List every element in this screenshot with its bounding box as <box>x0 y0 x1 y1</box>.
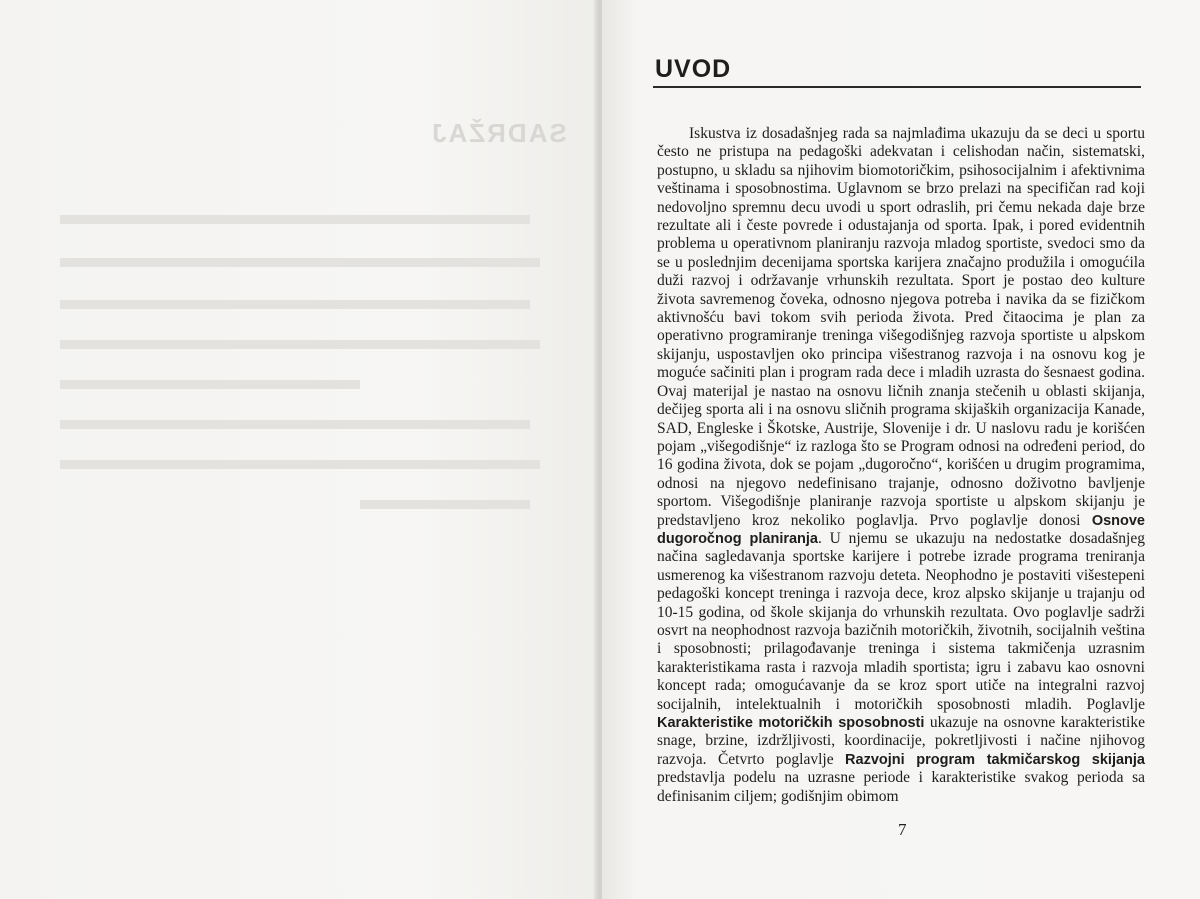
title-underline <box>653 86 1141 88</box>
show-through-line <box>60 215 530 224</box>
show-through-line <box>60 380 360 389</box>
show-through-line <box>60 460 540 469</box>
show-through-line <box>60 258 540 267</box>
chapter-title: UVOD <box>655 55 732 83</box>
body-paragraph <box>657 125 1145 806</box>
text-run: Iskustva iz dosadašnjeg rada sa najmlađima ukazuju da se deci u sportu često ne pristupa na pedagoški adekvatan i celishodan način, sistematski, postupno, u skladu sa njihovim biomotoričkim, psihosocijalnim i afektivnima veštinama i sposobnostima. Uglavnom se brzo prelazi na specifičan rad koji nedovoljno spremnu decu uvodi u sport odraslih, pri čemu nekada daje brze rezultate ali i česte povrede i odustajanja od sporta. Ipak, i pored evidentnih problema u operativnom planiranju razvoja mladog sportiste, svedoci smo da se u poslednjim decenijama sportska karijera značajno produžila i omogućila duži razvoj i održavanje vrhunskih rezultata. Sport je postao deo kulture života savremenog čoveka, odnosno njegova potreba i navika da se fizičkom aktivnošću bavi tokom svih perioda života. Pred čitaocima je plan za operativno programiranje treninga višegodišnjeg razvoja sportiste u alpskom skijanju, uspostavljen oko principa višestranog razvoja i na osnovu kog je moguće sačiniti plan i program rada dece i mladih uzrasta do šesnaest godina. Ovaj materijal je nastao na osnovu ličnih znanja stečenih u oblasti skijanja, dečijeg sporta ali i na osnovu sličnih programa skijaških organizacija Kanade, SAD, Engleske i Škotske, Austrije, Slovenije i dr. U naslovu radu je korišćen pojam „višegodišnje“ iz razloga što se Program odnosi na određeni period, do 16 godina života, dok se pojam „dugoročno“, korišćen u drugim programima, odnosi na njegovo nedefinisano trajanje, odnosno doživotno bavljenje sportom. Višegodišnje planiranje razvoja sportiste u alpskom skijanju je predstavljeno kroz nekoliko poglavlja. Prvo poglavlje donosi <box>657 125 1145 529</box>
text-run: . U njemu se ukazuju na nedostatke dosadašnjeg načina sagledavanja sportske karijere i potrebe izrade programa treniranja usmerenog ka višestranom razvoju deteta. Neophodno je postaviti višestepeni pedagoški koncept treninga i razvoja dece, kroz alpsko skijanje u trajanju od 10-15 godina, od škole skijanja do vrhunskih rezultata. Ovo poglavlje sadrži osvrt na neophodnost razvoja bazičnih motoričkih, životnih, socijalnih veština i sposobnosti; prilagođavanje treninga i sistema takmičenja uzrasnim karakteristikama rasta i razvoja mladih sportista; igru i zabavu kao osnovni koncept rada; omogućavanje da se kroz sport utiče na integralni razvoj socijalnih, intelektualnih i motoričkih sposobnosti mladih. Poglavlje <box>657 529 1145 713</box>
text-run: predstavlja podelu na uzrasne periode i karakteristike svakog perioda sa definisanim ciljem; godišnjim obimom <box>657 769 1145 805</box>
show-through-line <box>60 420 530 429</box>
bold-term: Karakteristike motoričkih sposobnosti <box>657 715 925 731</box>
page-number: 7 <box>898 820 907 839</box>
bold-term: Osnove dugoročnog planiranja <box>657 512 1145 547</box>
text-run: ukazuje na osnovne karakteristike snage, brzine, izdržljivosti, koordinacije, pokretljivosti i načine njihovog razvoja. Četvrto poglavlje <box>657 714 1145 768</box>
left-page-blank <box>0 0 598 899</box>
show-through-line <box>60 340 540 349</box>
show-through-text: SADRŽAJ <box>430 118 567 148</box>
show-through-line <box>360 500 530 509</box>
show-through-line <box>60 300 530 309</box>
bold-term: Razvojni program takmičarskog skijanja <box>845 751 1145 768</box>
chapter-body <box>657 125 1145 806</box>
